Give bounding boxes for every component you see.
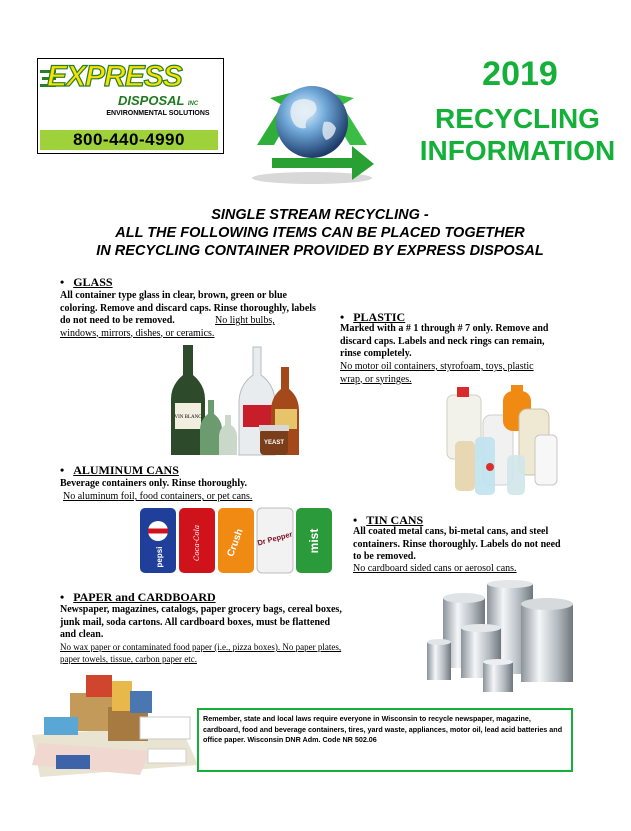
can-dr-pepper (256, 508, 293, 573)
title-information: INFORMATION (419, 135, 616, 166)
paper-pile-image (30, 665, 200, 780)
logo-inc: INC (187, 101, 199, 107)
title-year: 2019 (482, 55, 558, 93)
phone-number: 800-440-4990 (73, 130, 185, 149)
headline-line-3: IN RECYCLING CONTAINER PROVIDED BY EXPRESS DISPOSAL (96, 243, 544, 259)
can-pepsi-label: pepsi (155, 546, 164, 568)
aluminum-body: Beverage containers only. Rinse thoroughly. (60, 478, 248, 489)
can-coke-label: Coca-Cola (193, 524, 201, 562)
headline-line-1: SINGLE STREAM RECYCLING - (211, 207, 429, 223)
bullet-icon: • (353, 513, 367, 527)
paper-title: PAPER and CARDBOARD (73, 590, 216, 604)
glass-heading (60, 273, 113, 291)
logo-disposal-word: DISPOSAL (118, 93, 185, 108)
can-mist-label: mist (307, 528, 321, 554)
wine-label: VIN BLANC (174, 415, 202, 420)
can-mist (296, 508, 332, 573)
aluminum-note: No aluminum foil, food containers, or pet cans. (63, 491, 253, 502)
plastic-title: PLASTIC (353, 310, 406, 324)
tin-cans-image (425, 580, 580, 695)
title-recycling: RECYCLING (435, 103, 600, 134)
paper-note: No wax paper or contaminated food paper (i.e., pizza boxes). No paper plates, paper towels, tissue, carbon paper etc. (60, 642, 342, 664)
recycle-globe-icon (232, 50, 392, 185)
can-crush-label: Crush (225, 527, 246, 559)
yeast-label: YEAST (263, 440, 285, 446)
glass-bottles-image (165, 345, 305, 460)
bullet-icon: • (60, 275, 74, 289)
can-crush (218, 508, 254, 573)
aluminum-title: ALUMINUM CANS (73, 463, 179, 477)
bullet-icon: • (340, 310, 354, 324)
tin-title: TIN CANS (366, 513, 424, 527)
can-drpepper-label: Dr Pepper (256, 529, 294, 548)
bullet-icon: • (60, 590, 74, 604)
can-pepsi (140, 508, 176, 573)
can-coca-cola (179, 508, 215, 573)
aluminum-heading (60, 461, 179, 479)
logo-environmental-text: ENVIRONMENTAL SOLUTIONS (106, 110, 210, 117)
tin-body: All coated metal cans, bi-metal cans, and steel containers. Rinse thoroughly. Labels do not need to be removed. (353, 526, 561, 562)
bullet-icon: • (60, 463, 74, 477)
plastic-note: No motor oil containers, styrofoam, toys, plastic wrap, or syringes. (340, 361, 534, 385)
plastic-containers-image (445, 385, 560, 500)
plastic-body: Marked with a # 1 through # 7 only. Remove and discard caps. Labels and neck rings can remain, rinse completely. (340, 323, 549, 359)
headline-line-2: ALL THE FOLLOWING ITEMS CAN BE PLACED TOGETHER (115, 225, 525, 241)
logo-express-text: EXPRESS (47, 60, 182, 93)
paper-body: Newspaper, magazines, catalogs, paper grocery bags, cereal boxes, junk mail, soda cartons. All cardboard boxes, must be flattened and clean. (60, 604, 342, 640)
logo-disposal-text (118, 94, 218, 111)
glass-body: All container type glass in clear, brown, green or blue coloring. Remove and discard caps. Rinse thoroughly, labels do not need to be removed. (60, 290, 316, 326)
glass-title: GLASS (73, 275, 113, 289)
law-notice-text: Remember, state and local laws require everyone in Wisconsin to recycle newspaper, magazine, cardboard, food and beverage containers, tires, yard waste, appliances, motor oil, lead acid batteries and office paper. Wisconsin DNR Adm. Code NR 502.06 (203, 714, 563, 744)
glass-note: No light bulbs, windows, mirrors, dishes, or ceramics. (60, 315, 275, 339)
tin-note: No cardboard sided cans or aerosol cans. (353, 563, 517, 574)
aluminum-cans-image (140, 505, 335, 575)
